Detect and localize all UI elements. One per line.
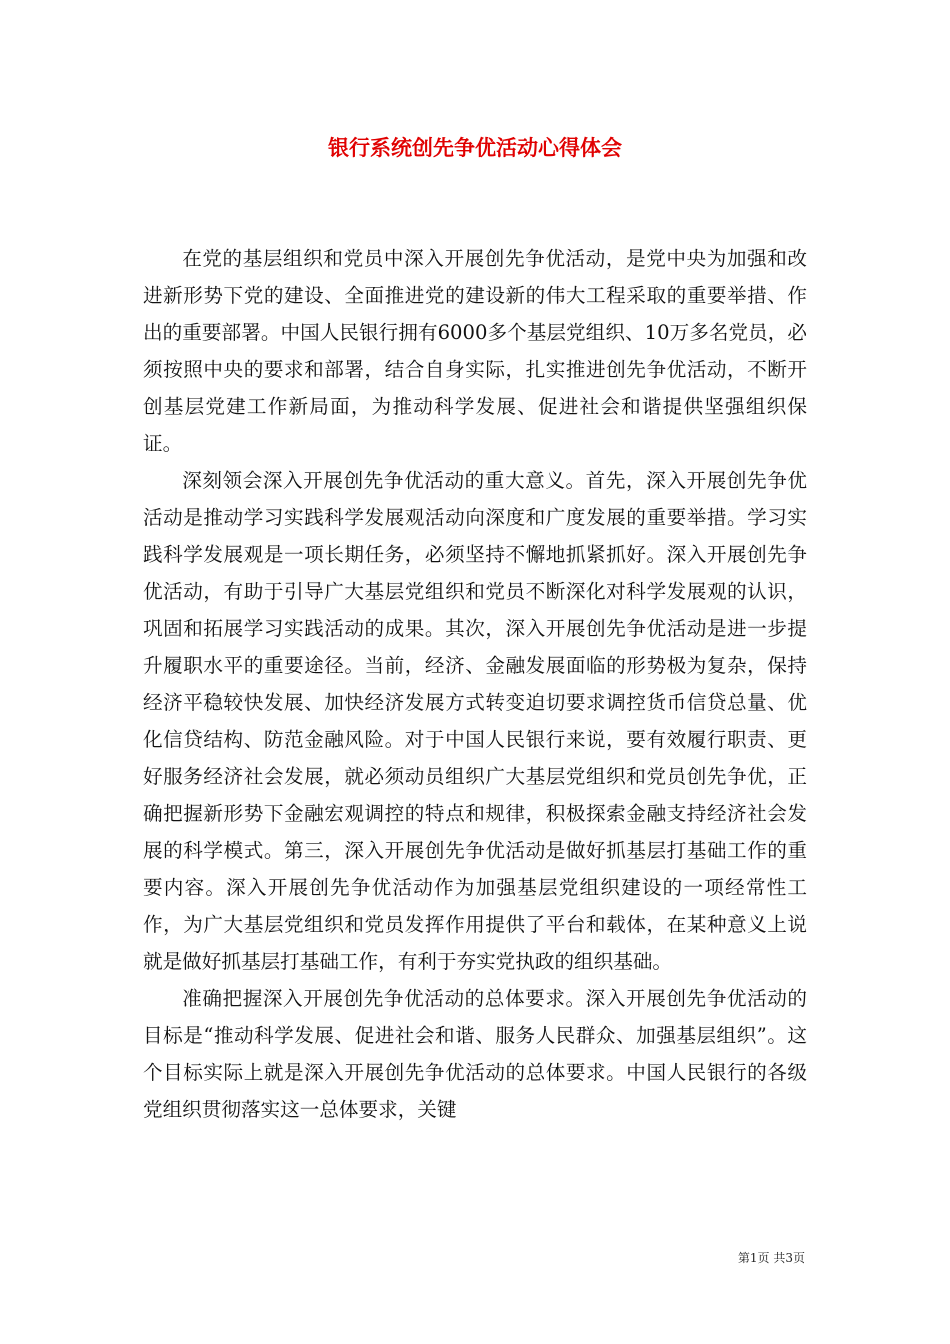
paragraph-1: 在党的基层组织和党员中深入开展创先争优活动，是党中央为加强和改进新形势下党的建设、全面推进党的建设新的伟大工程采取的重要举措、作出的重要部署。中国人民银行拥有6000多个基层党组织、10万多名党员，必须按照中央的要求和部署，结合自身实际，扎实推进创先争优活动，不断开创基层党建工作新局面，为推动科学发展、促进社会和谐提供坚强组织保证。 <box>143 247 807 455</box>
document-title: 银行系统创先争优活动心得体会 <box>328 136 622 160</box>
page-number-footer: 第1页 共3页 <box>737 1251 805 1265</box>
paragraph-2: 深刻领会深入开展创先争优活动的重大意义。首先，深入开展创先争优活动是推动学习实践科学发展观活动向深度和广度发展的重要举措。学习实践科学发展观是一项长期任务，必须坚持不懈地抓紧抓好。深入开展创先争优活动，有助于引导广大基层党组织和党员不断深化对科学发展观的认识，巩固和拓展学习实践活动的成果。其次，深入开展创先争优活动是进一步提升履职水平的重要途径。当前，经济、金融发展面临的形势极为复杂，保持经济平稳较快发展、加快经济发展方式转变迫切要求调控货币信贷总量、优化信贷结构、防范金融风险。对于中国人民银行来说，要有效履行职责、更好服务经济社会发展，就必须动员组织广大基层党组织和党员创先争优，正确把握新形势下金融宏观调控的特点和规律，积极探索金融支持经济社会发展的科学模式。第三，深入开展创先争优活动是做好抓基层打基础工作的重要内容。深入开展创先争优活动作为加强基层党组织建设的一项经常性工作，为广大基层党组织和党员发挥作用提供了平台和载体，在某种意义上说就是做好抓基层打基础工作，有利于夯实党执政的组织基础。 <box>143 469 807 973</box>
document-body <box>143 240 807 1128</box>
paragraph-3: 准确把握深入开展创先争优活动的总体要求。深入开展创先争优活动的目标是“推动科学发展、促进社会和谐、服务人民群众、加强基层组织”。这个目标实际上就是深入开展创先争优活动的总体要求。中国人民银行的各级党组织贯彻落实这一总体要求，关键 <box>143 987 807 1121</box>
